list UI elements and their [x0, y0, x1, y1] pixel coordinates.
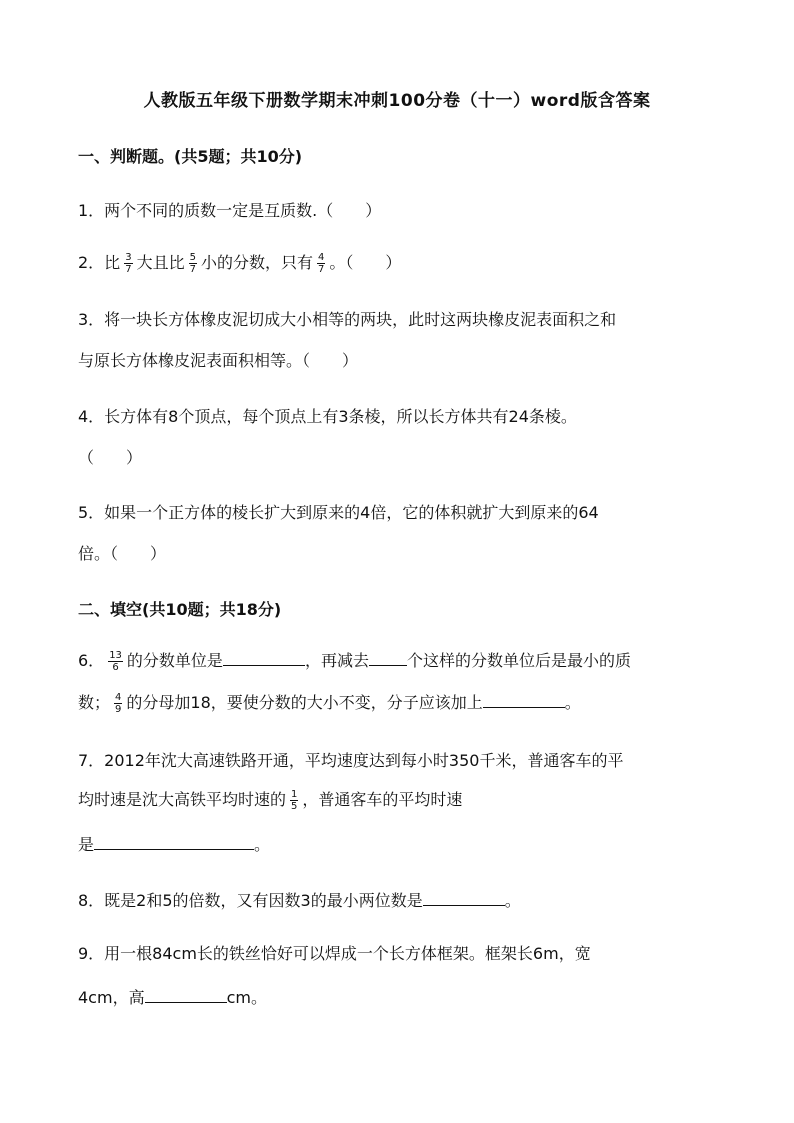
- answer-blank[interactable]: [483, 693, 565, 708]
- question-6-line-2: [78, 690, 581, 715]
- question-8: [78, 888, 521, 911]
- fraction-1-5: $\frac{1}{5}$: [291, 789, 298, 812]
- page-title: 人教版五年级下册数学期末冲刺100分卷（十一）word版含答案: [143, 91, 651, 111]
- q2-mid1: 大且比: [136, 253, 185, 272]
- question-7-line-2: [78, 787, 462, 812]
- question-3-line-2: 与原长方体橡皮泥表面积相等。（ ）: [78, 351, 359, 370]
- q6-text-c: 个这样的分数单位后是最小的质: [406, 651, 631, 670]
- q6-text-e: 的分母加18，要使分数的大小不变，分子应该加上: [126, 693, 483, 712]
- q9-text-a: 4cm，高: [78, 988, 145, 1007]
- fraction-4-9: $\frac{4}{9}$: [115, 692, 122, 715]
- fraction-5-7: $\frac{5}{7}$: [189, 252, 196, 275]
- question-9-line-2: [78, 985, 267, 1008]
- q6-number: 6．: [78, 651, 105, 670]
- fraction-3-7: $\frac{3}{7}$: [125, 252, 132, 275]
- question-4-line-2: （ ）: [78, 448, 143, 467]
- q2-suffix: 。（ ）: [329, 253, 402, 272]
- question-4-line-1: 4．长方体有8个顶点，每个顶点上有3条棱，所以长方体共有24条棱。: [78, 407, 577, 426]
- question-6-line-1: [78, 648, 631, 673]
- question-5-line-1: 5．如果一个正方体的棱长扩大到原来的4倍，它的体积就扩大到原来的64: [78, 503, 599, 522]
- fraction-13-6: $\frac{13}{6}$: [109, 650, 122, 673]
- q6-text-b: ，再减去: [304, 651, 369, 670]
- q2-prefix: 2．比: [78, 253, 121, 272]
- q8-text-b: 。: [504, 891, 521, 910]
- q8-text-a: 8．既是2和5的倍数，又有因数3的最小两位数是: [78, 891, 423, 910]
- question-9-line-1: 9．用一根84cm长的铁丝恰好可以焊成一个长方体框架。框架长6m，宽: [78, 944, 591, 963]
- q7-text-a: 均时速是沈大高铁平均时速的: [78, 790, 287, 809]
- answer-blank[interactable]: [369, 651, 407, 666]
- question-3-line-1: 3．将一块长方体橡皮泥切成大小相等的两块，此时这两块橡皮泥表面积之和: [78, 310, 617, 329]
- question-7-line-1: 7．2012年沈大高速铁路开通，平均速度达到每小时350千米，普通客车的平: [78, 751, 624, 770]
- question-7-line-3: [78, 832, 270, 855]
- q6-text-f: 。: [564, 693, 581, 712]
- question-1: 1．两个不同的质数一定是互质数.（ ）: [78, 201, 382, 220]
- q6-text-d: 数；: [78, 693, 111, 712]
- q2-mid2: 小的分数，只有: [200, 253, 313, 272]
- answer-blank[interactable]: [223, 651, 305, 666]
- q7-text-c: 是: [78, 835, 95, 854]
- fraction-4-7: $\frac{4}{7}$: [317, 252, 325, 275]
- q7-text-b: ，普通客车的平均时速: [302, 790, 463, 809]
- answer-blank[interactable]: [423, 891, 505, 906]
- q7-text-d: 。: [254, 835, 271, 854]
- q6-text-a: 的分数单位是: [126, 651, 223, 670]
- q9-text-b: cm。: [226, 988, 267, 1007]
- answer-blank[interactable]: [145, 988, 227, 1003]
- question-2: [78, 250, 401, 275]
- section-heading-fill-in: 二、填空(共10题；共18分): [78, 600, 282, 619]
- question-5-line-2: 倍。（ ）: [78, 544, 167, 563]
- answer-blank[interactable]: [94, 835, 254, 850]
- section-heading-judgement: 一、判断题。(共5题；共10分): [78, 147, 303, 166]
